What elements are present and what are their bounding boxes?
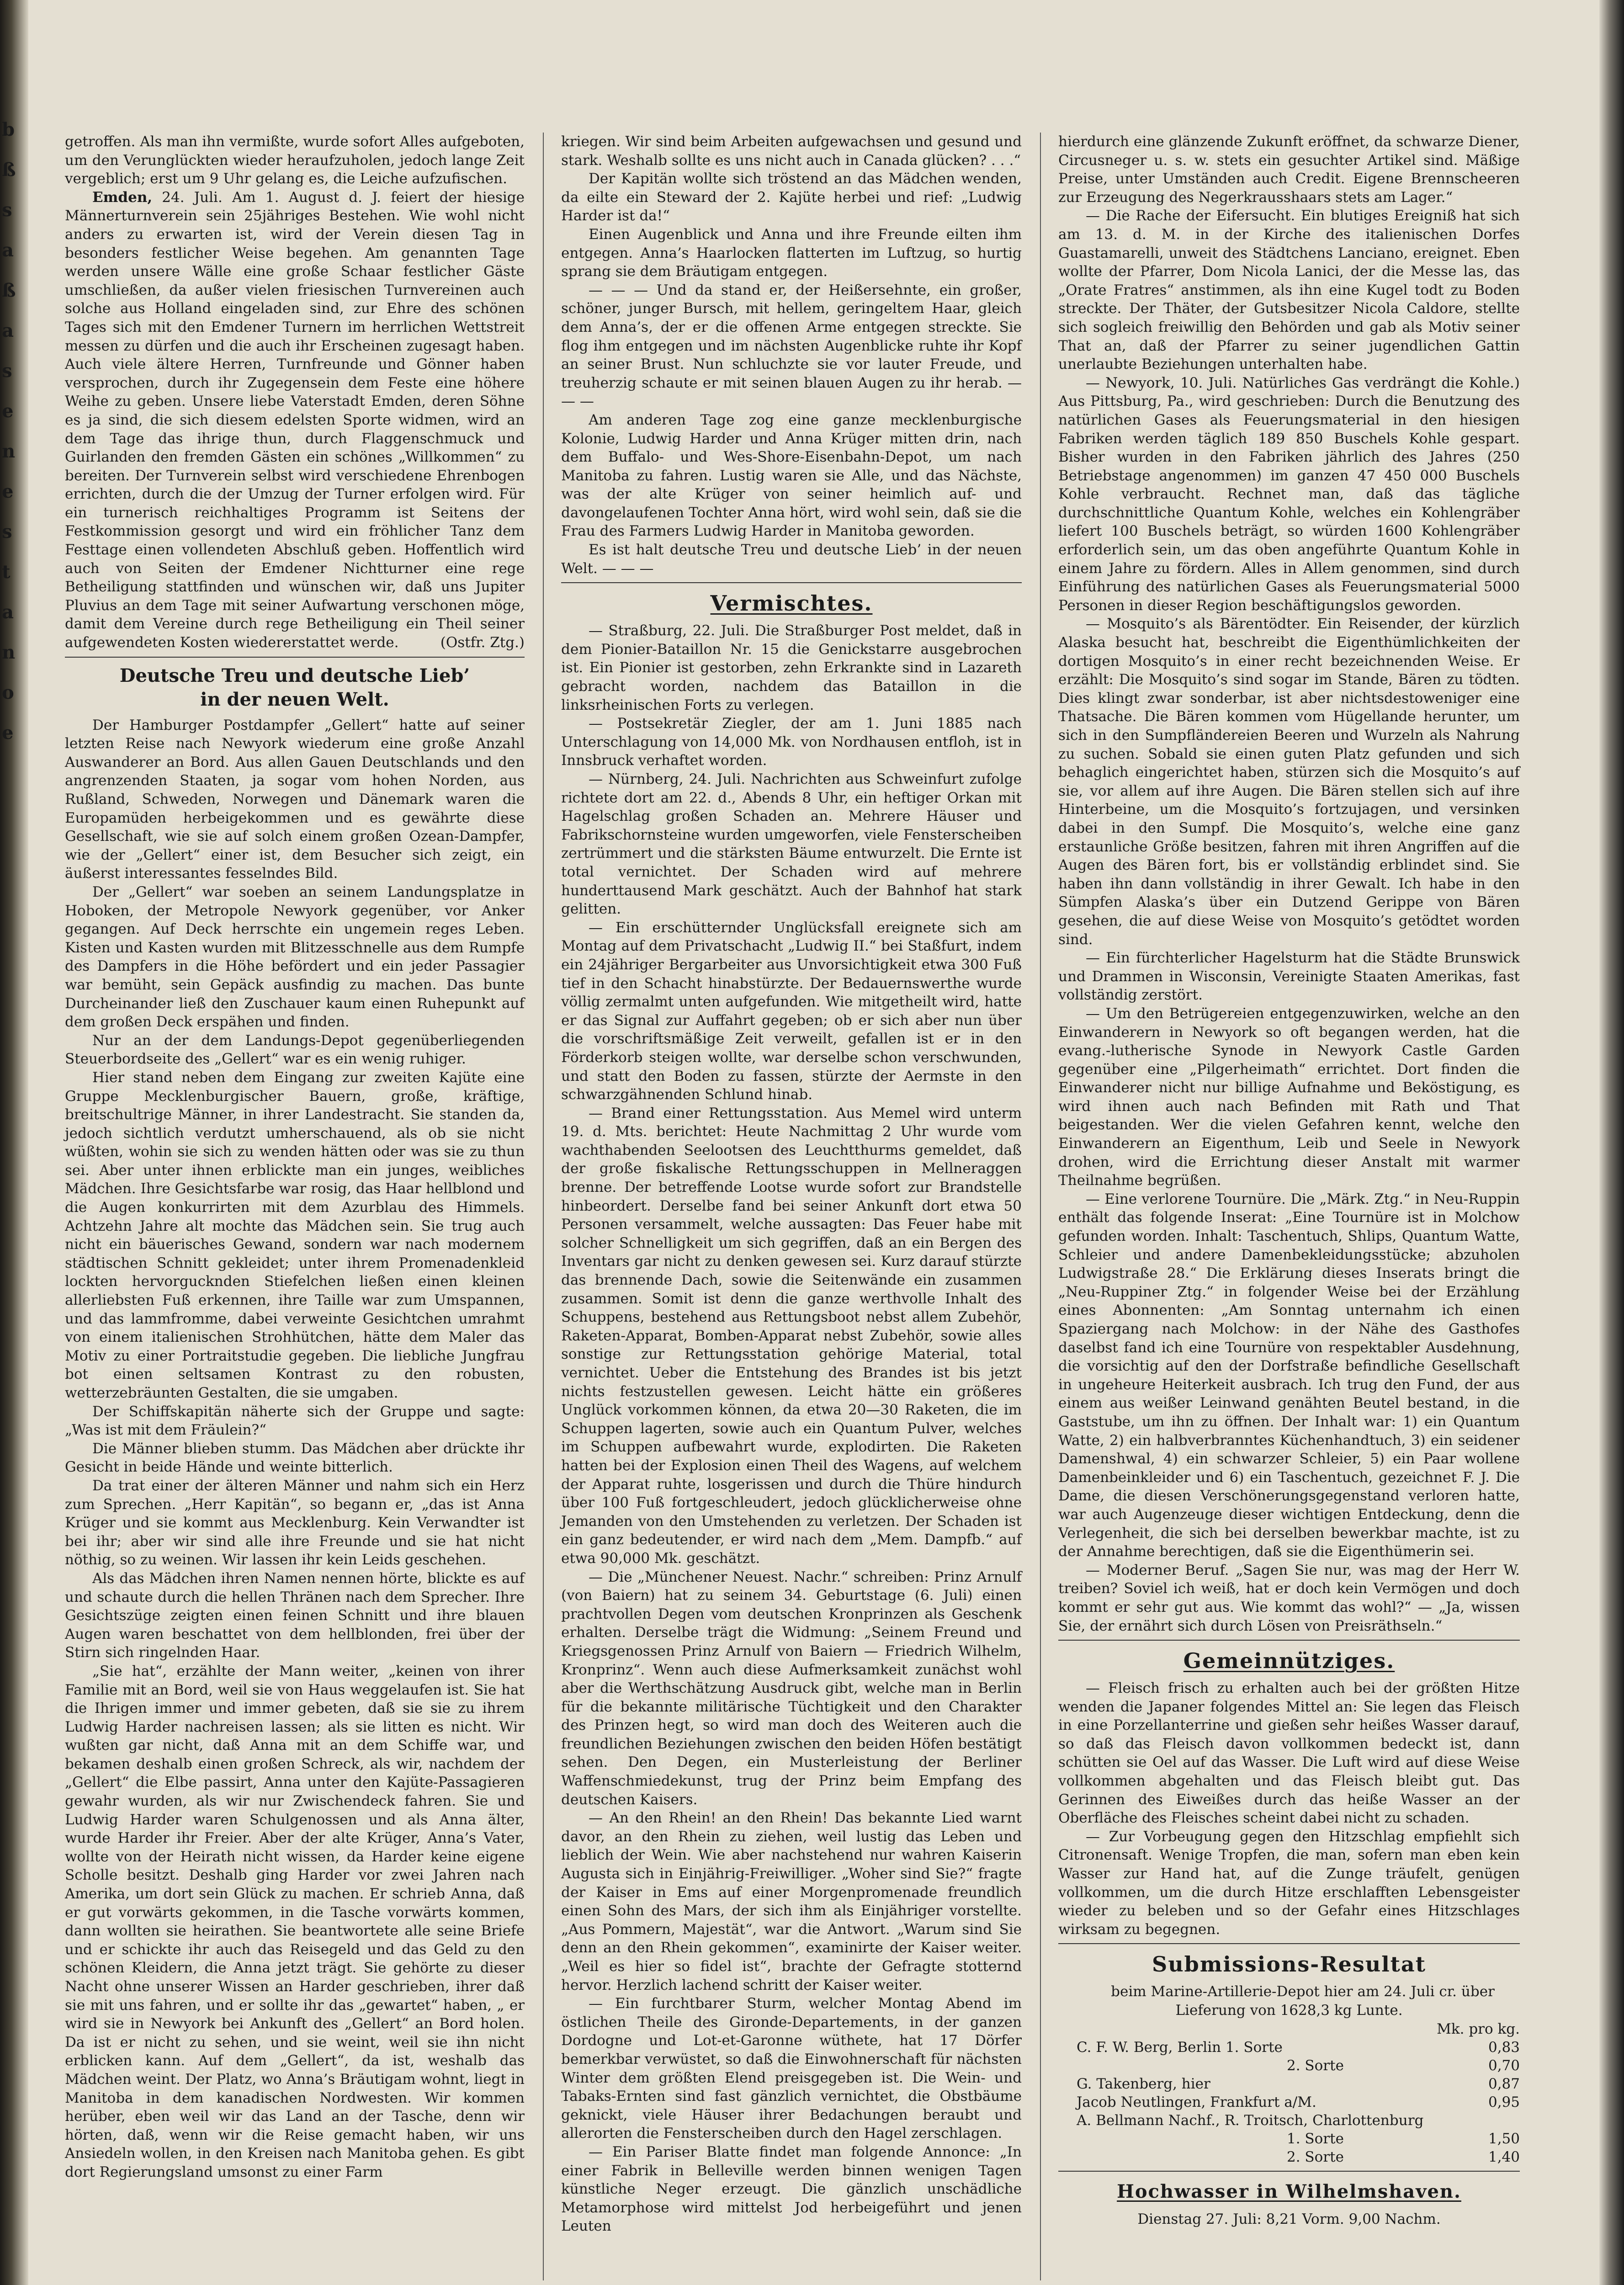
tide-heading: Hochwasser in Wilhelmshaven. [1117,2181,1461,2203]
bidder-name: C. F. W. Berg, Berlin 1. Sorte [1077,2039,1283,2056]
results-row [1058,2075,1520,2093]
article-paragraph: Einen Augenblick und Anna und ihre Freunde eilten ihm entgegen. Anna’s Haarlocken flatterten im Luftzug, so hurtig sprang sie dem Bräutigam entgegen. [561,226,1022,280]
bidder-name: A. Bellmann Nachf., R. Troitsch, Charlottenburg [1077,2112,1424,2129]
article-paragraph: Der Kapitän wollte sich tröstend an das Mädchen wenden, da eilte ein Steward der 2. Kajüte herbei und rief: „Ludwig Harder ist da!“ [561,170,1022,224]
results-row [1058,2130,1520,2148]
results-intro: beim Marine-Artillerie-Depot hier am 24. Juli cr. über Lieferung von 1628,3 kg Lunte. [1111,1983,1495,2019]
news-item: — Ein erschütternder Unglücksfall ereignete sich am Montag auf dem Privatschacht „Ludwig II.“ bei Staßfurt, indem ein 24jähriger Bergarbeiter aus Unvorsichtigkeit etwa 300 Fuß tief in den Schacht hinabstürzte. Der Bedauernswerthe wurde völlig zermalmt unten aufgefunden. Wie mitgetheilt wird, hatte er das Signal zur Auffahrt gegeben; ob er sich aber nun über die vorschriftsmäßige Zeit verweilt, gefallen ist er in den Förderkorb steigen wollte, war derselbe schon verschwunden, und statt den Boden zu fassen, stürzte der Aermste in den schwarzgähnenden Schlund hinab. [561,919,1022,1103]
results-row [1058,2148,1520,2166]
edge-letter: s [2,521,12,542]
article-headline [65,664,525,712]
news-item: — Newyork, 10. Juli. Natürliches Gas verdrängt die Kohle.) Aus Pittsburg, Pa., wird geschrieben: Durch die Benutzung des natürlichen Gases als Feuerungsmaterial in den hiesigen Fabriken werden täglich 189 850 Buschels Kohle gespart. Bisher wurden in den Fabriken jährlich des Jahres (250 Betriebstage angenommen) im ganzen 47 450 000 Buschels Kohle verbraucht. Rechnet man, daß das tägliche durchschnittliche Quantum Kohle, welches ein Kohlengräber liefert 100 Buschels beträgt, so würden 1600 Kohlengräber erforderlich sein, um das oben angeführte Quantum Kohle in einem Jahre zu fördern. Alles in Allem genommen, sind durch Einführung des natürlichen Gases als Feuerungsmaterial 5000 Personen in dieser Region beschäftigungslos geworden. [1058,374,1520,614]
tip-item: — Fleisch frisch zu erhalten auch bei der größten Hitze wenden die Japaner folgendes Mittel an: Sie legen das Fleisch in eine Porzellanterrine und gießen sehr heißes Wasser darauf, so daß das Fleisch davon vollkommen bedeckt ist, dann schütten sie Oel auf das Wasser. Die Luft wird auf diese Weise vollkommen abgehalten und das Fleisch bleibt gut. Das Gerinnen des Eiweißes durch das heiße Wasser an der Oberfläche des Fleisches scheint dabei nicht zu schaden. [1058,1680,1520,1827]
article-paragraph: Der Schiffskapitän näherte sich der Gruppe und sagte: „Was ist mit dem Fräulein?“ [65,1403,525,1439]
edge-letter: t [2,561,11,583]
edge-letter: o [2,682,14,703]
headline-line-1: Deutsche Treu und deutsche Lieb’ [119,664,470,686]
news-item: — Ein fürchterlicher Hagelsturm hat die Städte Brunswick und Drammen in Wisconsin, Vereinigte Staaten Amerikas, fast vollständig zerstört. [1058,950,1520,1004]
news-item: — Nürnberg, 24. Juli. Nachrichten aus Schweinfurt zufolge richtete dort am 22. d., Abends 8 Uhr, ein heftiger Orkan mit Hagelschlag großen Schaden an. Mehrere Häuser und Fabrikschornsteine wurden umgeworfen, viele Fensterscheiben zertrümmert und die stärksten Bäume entwurzelt. Die Ernte ist total vernichtet. Der Schaden wird auf mehrere hunderttausend Mark geschätzt. Auch der Bahnhof hat stark gelitten. [561,771,1022,918]
news-item: hierdurch eine glänzende Zukunft eröffnet, da schwarze Diener, Circusneger u. s. w. stets ein gesuchter Artikel sind. Mäßige Preise, unter Umständen auch Credit. Eigene Brennscheeren zur Erzeugung des Negerkrausshaars stets am Lager.“ [1058,133,1520,206]
edge-letter: s [2,199,12,221]
newspaper-page [28,0,1599,2285]
bid-price: 0,70 [1488,2057,1520,2074]
article-paragraph: Es ist halt deutsche Treu und deutsche Lieb’ in der neuen Welt. — — — [561,542,1022,577]
section-divider [65,657,525,658]
bid-price: 0,95 [1488,2094,1520,2111]
news-item: — Mosquito’s als Bärentödter. Ein Reisender, der kürzlich Alaska besucht hat, beschreibt die Eigenthümlichkeiten der dortigen Mosquito’s in einer recht bezeichnenden Weise. Er erzählt: Die Mosquito’s sind sogar im Stande, Bären zu tödten. Dies klingt zwar sonderbar, ist aber nichtsdestoweniger eine Thatsache. Die Bären kommen vom Hügellande herunter, um sich in den Sumpfländereien Beeren und Wurzeln als Nahrung zu suchen. Sobald sie einen guten Platz gefunden und sich behaglich eingerichtet haben, stürzen sich die Mosquito’s auf sie, vor allem auf ihre Augen. Die Bären stellen sich auf ihre Hinterbeine, um die Mosquito’s fortzujagen, und versinken dabei in den Sumpf. Die Mosquito’s, welche eine ganz erstaunliche Größe besitzen, fahren mit ihren Angriffen auf die Augen des Bären fort, bis er vollständig erblindet sind. Sie haben ihn dann vollständig in ihrer Gewalt. Ich habe in den Sümpfen Alaska’s über ein Dutzend Gerippe von Bären gesehen, die auf diese Weise von Mosquito’s getödtet worden sind. [1058,616,1520,948]
results-row [1058,2111,1520,2130]
news-item: — Die Rache der Eifersucht. Ein blutiges Ereigniß hat sich am 13. d. M. in der Kirche des italienischen Dorfes Guastamarelli, unweit des Städtchens Lanciano, ereignet. Eben wollte der Pfarrer, Dom Nicola Lanici, der die Messe las, das „Orate Fratres“ anstimmen, als ihn eine Kugel todt zu Boden streckte. Der Thäter, der Gutsbesitzer Nicola Caldore, stellte sich sogleich freiwillig den Behörden und gab als Motiv seiner That an, daß der Pfarrer zu seiner jugendlichen Gattin unerlaubte Beziehungen unterhalten habe. [1058,207,1520,373]
news-item: — Moderner Beruf. „Sagen Sie nur, was mag der Herr W. treiben? Soviel ich weiß, hat er doch kein Vermögen und doch kommt er sehr gut aus. Wie kommt das wohl?“ — „Ja, wissen Sie, der ernährt sich durch Lösen von Preisräthseln.“ [1058,1562,1520,1634]
article-paragraph: Nur an der dem Landungs-Depot gegenüberliegenden Steuerbordseite des „Gellert“ war es ein wenig ruhiger. [65,1032,525,1068]
bid-price: 1,50 [1488,2131,1520,2147]
news-item: — Ein furchtbarer Sturm, welcher Montag Abend im östlichen Theile des Gironde-Departements, in der ganzen Dordogne und Lot-et-Garonne wüthete, hat 17 Dörfer bemerkbar verwüstet, so daß die Einwohnerschaft für nächsten Winter dem größten Elend preisgegeben ist. Die Wein- und Tabaks-Ernten sind fast gänzlich vernichtet, die Obstbäume geknickt, viele Häuser ihrer Bedachungen beraubt und allerorten die Fensterscheiben durch den Hagel zerschlagen. [561,1995,1022,2142]
section-divider [1058,1640,1520,1641]
news-item: — Postsekretär Ziegler, der am 1. Juni 1885 nach Unterschlagung von 14,000 Mk. von Nordhausen entfloh, ist in Innsbruck verhaftet worden. [561,715,1022,769]
column-rule [543,133,544,2280]
column-2 [561,133,1022,2236]
news-item: — Um den Betrügereien entgegenzuwirken, welche an den Einwanderern in Newyork so oft begangen werden, hat die evang.-lutherische Synode in Newyork Castle Garden gegenüber eine „Pilgerheimath“ errichtet. Dort finden die Einwanderer nicht nur billige Aufnahme und Beköstigung, es wird ihnen auch nach Befinden mit Rath und That beigestanden. Wer die vielen Gefahren kennt, welche den Einwanderern an Eigenthum, Leib und Seele in Newyork drohen, wird die Errichtung dieser Anstalt mit warmer Theilnahme begrüßen. [1058,1005,1520,1189]
article-paragraph: „Sie hat“, erzählte der Mann weiter, „keinen von ihrer Familie mit an Bord, weil sie von Haus weggelaufen ist. Sie hat die Ihrigen immer und immer gebeten, daß sie sie zu ihrem Ludwig Harder nachreisen lassen; als sie litten es nicht. Wir wußten gar nicht, daß Anna mit an dem Schiffe war, und bekamen deshalb einen großen Schreck, als wir, nachdem der „Gellert“ die Elbe passirt, Anna unter den Kajüte-Passagieren gewahr wurden, als wir nur Zwischendeck fahren. Sie und Ludwig Harder waren Schulgenossen und als Anna älter, wurde Harder ihr Freier. Aber der alte Krüger, Anna’s Vater, wollte von der Heirath nicht wissen, da Harder keine eigene Scholle besitzt. Deshalb ging Harder vor zwei Jahren nach Amerika, um dort sein Glück zu machen. Er schrieb Anna, daß er gut vorwärts gekommen, in die Tasche vorwärts kommen, dann wollten sie heirathen. Sie beantwortete alle seine Briefe und er schickte ihr auch das Reisegeld und das Geld zu den schönen Kleidern, die Anna jetzt trägt. Sie gehörte zu dieser Nacht ohne unserer Wissen an Harder geschrieben, ihrer daß sie mit uns fahren, und er sollte ihr das „gewartet“ haben, „ er wird sie in Newyork bei Ankunft des „Gellert“ an Bord holen. Da ist er nicht zu sehen, und sie weint, weil sie ihn nicht erblicken kann. Auf dem „Gellert“, da ist, weshalb das Mädchen weint. Der Platz, wo Anna’s Bräutigam wohnt, liegt in Manitoba in dem kanadischen Nordwesten. Wir kommen herüber, eben weil wir das Land an der Tasche, denn wir hörten, daß, wenn wir die Reise gemacht haben, wir uns Ansiedeln wollen, in den Kreisen nach Manitoba gehen. Es gibt dort Regierungsland umsonst zu einer Farm [65,1663,525,2180]
news-item: — An den Rhein! an den Rhein! Das bekannte Lied warnt davor, an den Rhein zu ziehen, weil lustig das Leben und lieblich der Wein. Wie aber nachstehend nur wahren Kaiserin Augusta sich in Einjährig-Freiwilliger. „Woher sind Sie?“ fragte der Kaiser in Ems auf einer Morgenpromenade freundlich einen Sohn des Mars, der sich ihm als Einjähriger vorstellte. „Aus Pommern, Majestät“, war die Antwort. „Warum sind Sie denn an den Rhein gekommen“, examinirte der Kaiser weiter. „Weil es hier so fidel ist“, brachte der Gefragte stotternd hervor. Herzlich lachend schritt der Kaiser weiter. [561,1810,1022,1993]
results-row [1058,2056,1520,2075]
article-source: (Ostfr. Ztg.) [440,634,525,651]
adjacent-page-edge [0,0,28,2285]
headline-line-2: in der neuen Welt. [200,688,389,710]
section-heading-gemeinnuetziges: Gemeinnütziges. [1183,1648,1395,1674]
bidder-name: 1. Sorte [1287,2131,1344,2147]
edge-letter: ß [2,159,16,181]
news-item: — Ein Pariser Blatte findet man folgende Annonce: „In einer Fabrik in Belleville werden binnen wenigen Tagen künstliche Neger erzeugt. Die gänzlich unschädliche Metamorphose wird mittelst Jod herbeigeführt und jenen Leuten [561,2143,1022,2235]
article-emden-text: 24. Juli. Am 1. August d. J. feiert der hiesige Männerturnverein sein 25jähriges Bestehen. Wie wohl nicht anders zu erwarten ist, wird der Verein diesen Tag in besonders festlicher Weise begehen. Am genannten Tage werden unsere Wälle eine große Schaar festlicher Gäste umschließen, da außer vielen friesischen Turnvereinen auch solche aus Holland eingeladen sind, zur Ehre des schönen Tages sich mit den Emdener Turnern im herrlichen Wettstreit messen zu dürfen und die auch ihr Erscheinen zugesagt haben. Auch viele ältere Herren, Turnfreunde und Gönner haben versprochen, durch ihr Zugegensein dem Feste eine höhere Weihe zu geben. Unsere liebe Vaterstadt Emden, deren Söhne es ja sind, die sich diesem edelsten Sporte widmen, wird an dem Tage das ihrige thun, durch Flaggenschmuck und Guirlanden den fremden Gästen ein schönes „Willkommen“ zu bereiten. Der Turnverein selbst wird verschiedene Ehrenbogen errichten, durch die der Umzug der Turner erfolgen wird. Für ein turnerisch reichhaltiges Programm ist Seitens der Festkommission gesorgt und wird ein fröhlicher Tanz dem Festtage einen vollendeten Abschluß geben. Hoffentlich wird auch von Seiten der Emdener Nichtturner eine rege Betheiligung stattfinden und wünschen wir, daß uns Jupiter Pluvius an dem Tage mit seiner Aufwartung verschonen möge, damit dem Vereine durch rege Betheiligung ein Theil seiner aufgewendeten Kosten wiedererstattet werde. [65,189,525,651]
bidder-name: Jacob Neutlingen, Frankfurt a/M. [1077,2094,1316,2111]
section-divider [1058,2171,1520,2172]
article-continuation: getroffen. Als man ihn vermißte, wurde sofort Alles aufgeboten, um den Verunglückten wieder heraufzuholen, jedoch lange Zeit vergeblich; erst um 9 Uhr gelang es, die Leiche aufzufischen. [65,133,525,187]
bid-price: 0,83 [1488,2039,1520,2056]
edge-letter: b [2,119,15,140]
page-binding-edge [1599,0,1624,2285]
edge-letter: e [2,481,14,502]
article-paragraph: Da trat einer der älteren Männer und nahm sich ein Herz zum Sprechen. „Herr Kapitän“, so begann er, „das ist Anna Krüger und sie kommt aus Mecklenburg. Kein Verwandter ist bei ihr; aber wir sind alle ihre Freunde und sie hat nicht nöthig, so zu weinen. Wir lassen ihr kein Leids geschehen. [65,1477,525,1568]
edge-letter: e [2,722,14,744]
section-divider [1058,1943,1520,1944]
edge-letter: a [2,320,14,341]
edge-letter: e [2,400,14,422]
bid-price [1451,2111,1520,2130]
news-item: — Straßburg, 22. Juli. Die Straßburger Post meldet, daß in dem Pionier-Bataillon Nr. 15 die Genickstarre ausgebrochen ist. Ein Pionier ist gestorben, zehn Erkrankte sind in Lazareth gebracht worden, nachdem das Bataillon in die linksrheinischen Forts zu verlegen. [561,622,1022,713]
adjacent-page-letters [2,110,25,753]
tide-times: Dienstag 27. Juli: 8,21 Vorm. 9,00 Nachm. [1137,2211,1441,2228]
bidder-name: 2. Sorte [1287,2149,1344,2166]
edge-letter: a [2,239,14,261]
article-paragraph: Hier stand neben dem Eingang zur zweiten Kajüte eine Gruppe Mecklenburgischer Bauern, große, kräftige, breitschultrige Männer, in ihrer Landestracht. Sie standen da, jedoch sichtlich verdutzt umherschauend, als ob sie nicht wüßten, wohin sie sich zu wenden hätten oder was sie zu thun sei. Aber unter ihnen erblickte man ein junges, weibliches Mädchen. Ihre Gesichtsfarbe war rosig, das Haar hellblond und die Augen konkurrirten mit dem Azurblau des Himmels. Achtzehn Jahre alt mochte das Mädchen sein. Sie trug auch nicht ein bäuerisches Gewand, sondern war nach modernem städtischen Schnitt gekleidet; unter ihrem Promenadenkleid lockten hervorgucknden Stiefelchen ließen einen kleinen allerliebsten Fuß erkennen, ihre Taille war zum Umspannen, und das lammfromme, dabei verweinte Gesichtchen umrahmt von einem italienischen Strohhütchen, hätte dem Maler das Motiv zu einer Portraitstudie gegeben. Die liebliche Jungfrau bot einen seltsamen Kontrast zu den robusten, wetterzebräunten Gestalten, die sie umgaben. [65,1069,525,1401]
edge-letter: n [2,441,16,462]
bid-price: 1,40 [1488,2149,1520,2166]
edge-letter: ß [2,280,16,301]
news-item: — Eine verlorene Tournüre. Die „Märk. Ztg.“ in Neu-Ruppin enthält das folgende Inserat: „Eine Tournüre ist in Molchow gefunden worden. Inhalt: Taschentuch, Shlips, Quantum Watte, Schleier und andere Damenbekleidungsstücke; abzuholen Ludwigstraße 28.“ Die Erklärung dieses Inserats bringt die „Neu-Ruppiner Ztg.“ in folgender Weise bei der Erzählung eines Abonnenten: „Am Sonntag unternahm ich einen Spaziergang nach Molchow: in der Nähe des Gasthofes daselbst fand ich eine Tournüre von respektabler Ausdehnung, die vorsichtig auf den der Dorfstraße befindliche Gesellschaft in ungeheure Heiterkeit ausbrach. Ich trug den Fund, der aus einem aus weißer Leinwand genähten Beutel bestand, in die Gaststube, um ihn zu öffnen. Der Inhalt war: 1) ein Quantum Watte, 2) ein halbverbranntes Küchenhandtuch, 3) ein seidener Damenshwal, 4) ein schwarzer Schleier, 5) ein Paar wollene Damenbeinkleider und 6) ein Taschentuch, gezeichnet F. J. Die Dame, die diesen Verschönerungsgegenstand verloren hatte, war auch Augenzeuge dieser wichtigen Entdeckung, denn die Verlegenheit, die sich bei derselben bewerkbar machte, ist zu der Annahme berechtigen, daß sie die Eigenthümerin sei. [1058,1190,1520,1560]
news-item: — Die „Münchener Neuest. Nachr.“ schreiben: Prinz Arnulf (von Baiern) hat zu seinem 34. Geburtstage (6. Juli) einen prachtvollen Degen vom deutschen Kronprinzen als Geschenk erhalten. Derselbe trägt die Widmung: „Seinem Freund und Kriegsgenossen Prinz Arnulf von Baiern — Friedrich Wilhelm, Kronprinz“. Wenn auch diese Aufmerksamkeit zunächst wohl aber die Werthschätzung Ausdruck gibt, welche man in Berlin für die bekannte militärische Tüchtigkeit und den Charakter des Prinzen hegt, so wird man doch des Weiteren auch die freundlichen Beziehungen zwischen den beiden Höfen bestätigt sehen. Den Degen, ein Musterleistung der Berliner Waffenschmiedekunst, trug der Prinz beim Empfang des deutschen Kaisers. [561,1568,1022,1808]
results-row [1058,2093,1520,2111]
article-paragraph: Am anderen Tage zog eine ganze mecklenburgische Kolonie, Ludwig Harder und Anna Krüger mitten drin, nach dem Buffalo- und Wes-Shore-Eisenbahn-Depot, um nach Manitoba zu fahren. Lustig waren sie Alle, und das Nächste, was der alte Krüger von seiner heimlich auf- und davongelaufenen Tochter Anna hört, wird wohl sein, daß sie die Frau des Farmers Ludwig Harder in Manitoba geworden. [561,411,1022,540]
article-paragraph: Der „Gellert“ war soeben an seinem Landungsplatze in Hoboken, der Metropole Newyork gegenüber, vor Anker gegangen. Auf Deck herrschte ein ungemein reges Leben. Kisten und Kasten wurden mit Blitzesschnelle aus dem Rumpfe des Dampfers in die Höhe befördert und ein jeder Passagier war bemüht, sein Gepäck ausfindig zu machen. Das bunte Durcheinander ließ den Zuschauer kaum einen Ruhepunkt auf dem großen Deck erspähen und finden. [65,883,525,1031]
bidder-name: 2. Sorte [1287,2057,1344,2074]
dateline-place: Emden, [92,189,153,206]
section-divider [561,582,1022,583]
results-table [1058,2038,1520,2166]
edge-letter: a [2,601,14,623]
news-item: — Brand einer Rettungsstation. Aus Memel wird unterm 19. d. Mts. berichtet: Heute Nachmittag 2 Uhr wurde vom wachthabenden Seelootsen des Leuchtthurms gemeldet, daß der große fiskalische Rettungsschuppen in Mellneraggen brenne. Der betreffende Lootse wurde sofort zur Brandstelle hinbeordert. Derselbe fand bei seiner Ankunft dort etwa 50 Personen versammelt, welche aussagten: Das Feuer habe mit solcher Schnelligkeit um sich gegriffen, daß an ein Bergen des Inventars gar nicht zu denken gewesen sei. Kurz darauf stürzte das brennende Dach, sowie die Seitenwände ein zusammen zusammen. Somit ist denn die ganze werthvolle Inhalt des Schuppens, bestehend aus Rettungsboot nebst allem Zubehör, Raketen-Apparat, Bomben-Apparat nebst Zubehör, sowie alles sonstige zur Rettungsstation gehörige Material, total vernichtet. Ueber die Entstehung des Brandes ist bis jetzt nichts festzustellen gewesen. Leicht hätte ein größeres Unglück vorkommen können, da etwa 20—30 Raketen, die im Schuppen lagerten, sowie auch ein Quantum Pulver, welches im Schuppen aufbewahrt wurde, explodirten. Die Raketen hatten bei der Explosion einen Theil des Wagens, auf welchem der Apparat ruhte, losgerissen und durch die Thüre hindurch über 100 Fuß fortgeschleudert, jedoch glücklicherweise ohne Jemanden von den Umstehenden zu verletzen. Der Schaden ist ein ganz bedeutender, er wird nach dem „Mem. Dampfb.“ auf etwa 90,000 Mk. geschätzt. [561,1105,1022,1567]
edge-letter: s [2,360,12,382]
results-row [1058,2038,1520,2056]
results-unit: Mk. pro kg. [1437,2020,1520,2037]
column-1 [65,133,525,2182]
article-paragraph: — — — Und da stand er, der Heißersehnte, ein großer, schöner, junger Bursch, mit hellem, geringeltem Haar, gleich dem Anna’s, der er die offenen Arme entgegen streckte. Sie flog ihm entgegen und im nächsten Augenblicke ruhte ihr Kopf an seiner Brust. Nun schluchzte sie vor lauter Freude, und treuherzig schaute er mit seinen blauen Augen zu ihr herab. — — — [561,282,1022,410]
column-3 [1058,133,1520,2229]
bid-price: 0,87 [1488,2076,1520,2093]
tip-item: — Zur Vorbeugung gegen den Hitzschlag empfiehlt sich Citronensaft. Wenige Tropfen, die man, sofern man eben kein Wasser zur Hand hat, auf die Zunge träufelt, genügen vollkommen, um die durch Hitze erschlafften Lebensgeister wieder zu beleben und so der Gefahr eines Hitzschlages wirksam zu begegnen. [1058,1828,1520,1938]
column-rule [1040,133,1041,2280]
article-emden [65,188,525,652]
article-paragraph: Als das Mädchen ihren Namen nennen hörte, blickte es auf und schaute durch die hellen Thränen nach dem Sprecher. Ihre Gesichtszüge zeigten einen feinen Schnitt und ihre blauen Augen waren beschattet von dem hellblonden, frei über der Stirn sich ringelnden Haar. [65,1570,525,1661]
section-heading-vermischtes: Vermischtes. [710,591,873,616]
article-paragraph: Der Hamburger Postdampfer „Gellert“ hatte auf seiner letzten Reise nach Newyork wiederum eine große Anzahl Auswanderer an Bord. Aus allen Gauen Deutschlands und den angrenzenden Staaten, ja sogar vom hohen Norden, aus Rußland, Schweden, Norwegen und Dänemark waren die Europamüden herbeigekommen und es gewährte diese Gesellschaft, wie sie auf solch einem großen Ozean-Dampfer, wie der „Gellert“ einer ist, dem Besucher sich zeigt, ein äußerst interessantes fesselndes Bild. [65,717,525,882]
article-paragraph: Die Männer blieben stumm. Das Mädchen aber drückte ihr Gesicht in beide Hände und weinte bitterlich. [65,1440,525,1476]
bidder-name: G. Takenberg, hier [1077,2076,1210,2093]
article-paragraph: kriegen. Wir sind beim Arbeiten aufgewachsen und gesund und stark. Weshalb sollte es uns nicht auch in Canada glücken? . . .“ [561,133,1022,169]
edge-letter: n [2,642,16,663]
results-heading: Submissions-Resultat [1152,1952,1426,1977]
